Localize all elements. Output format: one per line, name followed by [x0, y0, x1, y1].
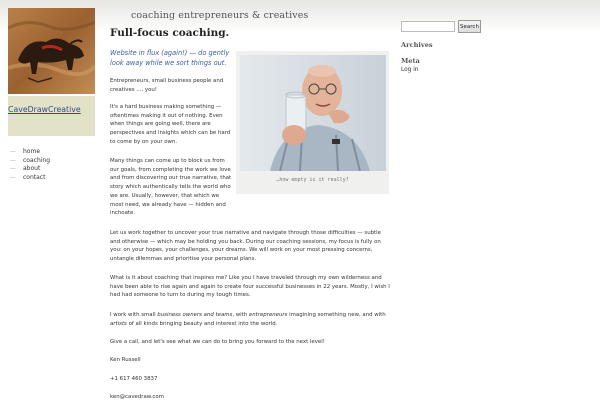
- main-nav: [10, 148, 50, 183]
- clients-text: imagining something new, and with: [287, 312, 386, 318]
- site-name-link[interactable]: CaveDrawCreative: [8, 105, 81, 114]
- site-tagline: coaching entrepreneurs & creatives: [131, 10, 309, 21]
- clients-text: , with: [232, 312, 249, 318]
- clients-text: I work with small: [110, 312, 158, 318]
- paragraph-goals: Many things can come up to block us from our goals, from completing the work we love and from discovering our true narrative, that story which authentically tells the world who we are. Usually, however, that which we most need, we already have — hidden and inchoate.: [110, 158, 232, 217]
- nav-item-contact[interactable]: [10, 174, 50, 183]
- paragraph-audience: Entrepreneurs, small business people and creatives .... you!: [110, 78, 224, 93]
- photo-caption: …how empty is it really?: [276, 177, 349, 183]
- paragraph-inspiration: What is it about coaching that inspires me? Like you I have traveled through my own wilderness and have been able to rise again and again to create four successful businesses in 22 years. Mostly, I wish I had had someone to turn to during my tough times.: [110, 275, 390, 299]
- coach-photo: [240, 55, 386, 171]
- nav-item-label: contact: [23, 174, 46, 182]
- clients-emphasis: business owners and teams: [157, 312, 233, 318]
- email-address[interactable]: ken@cavedraw.com: [110, 394, 164, 400]
- paragraph-work-together: Let us work together to uncover your true narrative and navigate through those difficulties — subtle and otherwise — which may be holding you back. During our coaching sessions, my focus is fully on you: on your hopes, your challenges, your dreams. We will work on your most pressing concerns, untangle dilemmas and prioritise your personal plans.: [110, 230, 381, 263]
- nav-item-label: coaching: [23, 156, 51, 164]
- page-title: Full-focus coaching.: [110, 27, 230, 39]
- phone-number: +1 617 460 3837: [110, 376, 158, 382]
- paragraph-clients: [110, 311, 392, 328]
- search-button[interactable]: Search: [458, 20, 481, 33]
- clients-emphasis: artists: [110, 320, 127, 327]
- meta-heading: Meta: [401, 57, 420, 65]
- search-input[interactable]: [401, 21, 455, 32]
- archives-heading: Archives: [401, 41, 433, 49]
- signature-name: Ken Russell: [110, 357, 141, 363]
- nav-item-coaching[interactable]: [10, 157, 50, 166]
- nav-item-about[interactable]: [10, 165, 50, 174]
- clients-emphasis: entrepreneurs: [248, 312, 288, 318]
- clients-text: of all kinds bringing beauty and interest into the world.: [126, 320, 278, 327]
- paragraph-hard-business: It's a hard business making something — oftentimes making it out of nothing. Even when things are going well, there are perspectives and insights which can be hard to come by on your own.: [110, 104, 231, 145]
- login-link[interactable]: Log in: [401, 67, 419, 73]
- nav-bullet-icon: —: [10, 174, 16, 182]
- nav-bullet-icon: —: [10, 156, 16, 164]
- site-name-box: [8, 96, 95, 136]
- cave-painting-logo[interactable]: [8, 8, 95, 94]
- intro-notice: Website in flux (again!) — do gently look away while we sort things out.: [110, 49, 230, 67]
- nav-item-label: about: [23, 165, 41, 173]
- paragraph-call-to-action: Give a call, and let's see what we can do to bring you forward to the next level!: [110, 339, 325, 345]
- nav-bullet-icon: —: [10, 148, 16, 155]
- nav-item-home[interactable]: [10, 148, 50, 157]
- nav-item-label: home: [23, 148, 41, 155]
- nav-bullet-icon: —: [10, 165, 16, 173]
